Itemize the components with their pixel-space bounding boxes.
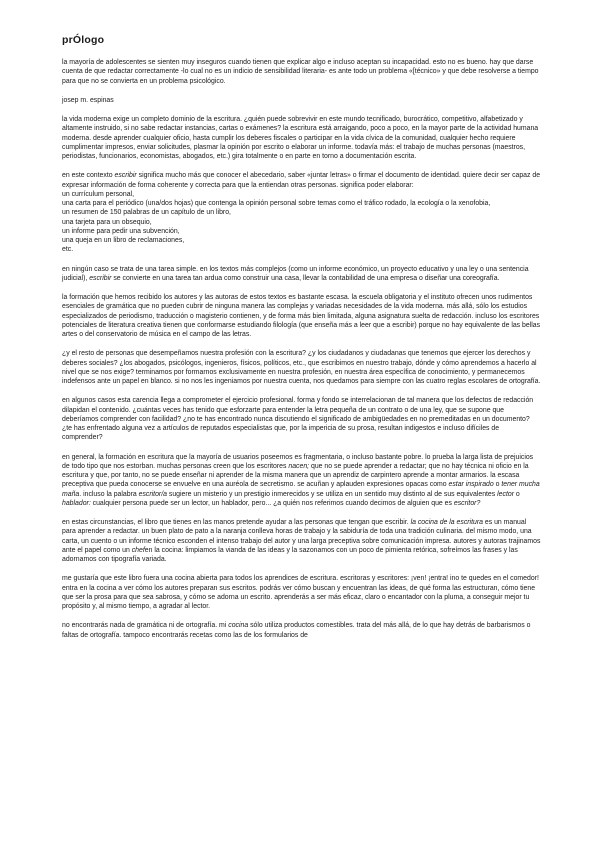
paragraph-12: no encontrarás nada de gramática ni de ortografía. mi cocina sólo utiliza productos comestibles. trata del más allá, de lo que hay detrás de barbarismos o faltas de ortografía. tampoco encontrarás recetas como las de los formularios de bbox=[62, 622, 531, 639]
paragraph-8: en algunos casos esta carencia llega a comprometer el ejercicio profesional. forma y fondo se interrelacionan de tal manera que los defectos de redacción dilapidan el contenido. ¿cuántas veces has tenido que esforzarte para entender la letra pequeña de un contrato o de una ley, que se supone que deberíamos comprender con facilidad? ¿no te has encontrado nunca discutiendo el significado de ambigüedades en no premeditadas en un documento? ¿te has enfrentado alguna vez a artículos de reputados especialistas que, por la impericia de su prosa, resultan indigestos e incluso difíciles de comprender? bbox=[62, 397, 534, 442]
paragraph-3: la vida moderna exige un completo dominio de la escritura. ¿quién puede sobrevivir en este mundo tecnificado, burocrático, competitivo, alfabetizado y altamente instruido, si no sabe redactar instancias, cartas o exámenes? la escritura está arraigando, poco a poco, en la mayor parte de la actividad humana moderna. desde aprender cualquier oficio, hasta cumplir los deberes fiscales o participar en la vida cívica de la comunidad, cualquier hecho requiere cumplimentar impresos, enviar solicitudes, plasmar la opinión por escrito o elaborar un informe. todavía más: el trabajo de muchas personas (maestros, periodistas, funcionarios, economistas, abogados, etc.) gira totalmente o en parte en torno a documentación escrita. bbox=[62, 116, 539, 160]
paragraph-4-list: en este contexto escribir significa mucho más que conocer el abecedario, saber «juntar letras» o firmar el documento de identidad. quiere decir ser capaz de expresar información de forma coherente y correcta para que la entiendan otras personas. significa poder elaborar: un currículum personal, una carta para el periódico (una/dos hojas) que contenga la opinión personal sobre temas como el tráfico rodado, la ecología o la xenofobia, un resumen de 150 palabras de un capítulo de un libro, una tarjeta para un obsequio, un informe para pedir una subvención, una queja en un libro de reclamaciones, etc. bbox=[62, 172, 541, 254]
paragraph-10: en estas circunstancias, el libro que tienes en las manos pretende ayudar a las personas que tengan que escribir. la cocina de la escritura es un manual para aprender a redactar. un buen plato de pato a la naranja conlleva horas de trabajo y la sabiduría de toda una tradición culinaria. del mismo modo, una carta, un cuento o un informe técnico esconden el intenso trabajo del autor y una larga preceptiva sobre comunicación impresa. autores y autoras trajinamos ante el papel como un chefen la cocina: limpiamos la vianda de las ideas y la sazonamos con un poco de pimienta retórica, sofreímos las frases y las adornamos con tipografía variada. bbox=[62, 519, 541, 563]
paragraph-11: me gustaría que este libro fuera una cocina abierta para todos los aprendices de escritura. escritoras y escritores: ¡ven! ¡entra! ino te quedes en el comedor! entra en la cocina a ver cómo los autores preparan sus escritos. podrás ver cómo buscan y encuentran las ideas, de qué forma las estructuran, cómo tiene que ser la prosa para que sea sabrosa, y cómo se adorna un escrito. aprenderás a ser más eficaz, claro o encantador con la pluma, a conseguir mejor tu propósito y, al mismo tiempo, a agradar al lector. bbox=[62, 575, 539, 610]
paragraph-9: en general, la formación en escritura que la mayoría de usuarios poseemos es fragmentaria, o incluso bastante pobre. lo prueba la larga lista de prejuicios de todo tipo que nos estorban. muchas personas creen que los escritores nacen; que no se puede aprender a redactar; que no hay técnica ni oficio en la escritura y que, por tanto, no se puede enseñar ni aprender de la misma manera que un aprendiz de carpintero aprende a montar armarios. la escasa preceptiva que pueda conocerse se envuelve en una auréola de secretismo. se acuñan y aplauden expresiones opacas como estar inspirado o tener mucha maña. incluso la palabra escritor/a sugiere un misterio y un prestigio inmerecidos y se utiliza en un sentido muy distinto al de sus equivalentes lector o hablador: cualquier persona puede ser un lector, un hablador, pero... ¿a quién nos referimos cuando decimos de alguien que es escritor? bbox=[62, 453, 540, 507]
page-title: prÓlogo bbox=[62, 34, 105, 46]
paragraph-7: ¿y el resto de personas que desempeñamos nuestra profesión con la escritura? ¿y los ciudadanos y ciudadanas que tenemos que ejercer los derechos y deberes sociales? ¿los abogados, psicólogos, ingenieros, físicos, políticos, etc., que escribimos en nuestro trabajo, dónde y cómo aprendemos a hacerlo al nivel que se nos exige? terminamos por formarnos exclusivamente en nuestra profesión, en nuestra área específica de conocimiento, y permanecemos indefensos ante un papel en blanco. si no nos les ingeniamos por nuestra cuenta, nos quedamos para siempre con las cuatro reglas escolares de ortografía. bbox=[62, 350, 541, 385]
paragraph-1: la mayoría de adolescentes se sienten muy inseguros cuando tienen que explicar algo e incluso aceptan su incapacidad. esto no es bueno. hay que darse cuenta de que redactar correctamente -lo cual no es un indicio de sensibilidad literaria- es ante todo un problema «[técnico» y que debe resolverse a tiempo para que no se convierta en un problema psicológico. bbox=[62, 59, 539, 85]
paragraph-5: en ningún caso se trata de una tarea simple. en los textos más complejos (como un informe económico, un proyecto educativo y una ley o una sentencia judicial), escribir se convierte en una tarea tan ardua como construir una casa, llevar la contabilidad de una empresa o diseñar una coreografía. bbox=[62, 265, 529, 282]
paragraph-author: josep m. espinas bbox=[62, 96, 114, 104]
paragraph-6: la formación que hemos recibido los autores y las autoras de estos textos es bastante escasa. la escuela obligatoria y el instituto ofrecen unos rudimentos esenciales de gramática que no pueden cubrir de ninguna manera las complejas y variadas necesidades de la vida moderna. más allá, sólo los estudios especializados de periodismo, traducción o magisterio contienen, y de forma más bien limitada, alguna asignatura suelta de redacción. incluso los escritores potenciales de literatura creativa tienen que conformarse estudiando filología (que enseña más a leer que a escribir) porque no hay equivalente de las bellas artes o del conservatorio de música en el campo de las letras. bbox=[62, 294, 541, 338]
